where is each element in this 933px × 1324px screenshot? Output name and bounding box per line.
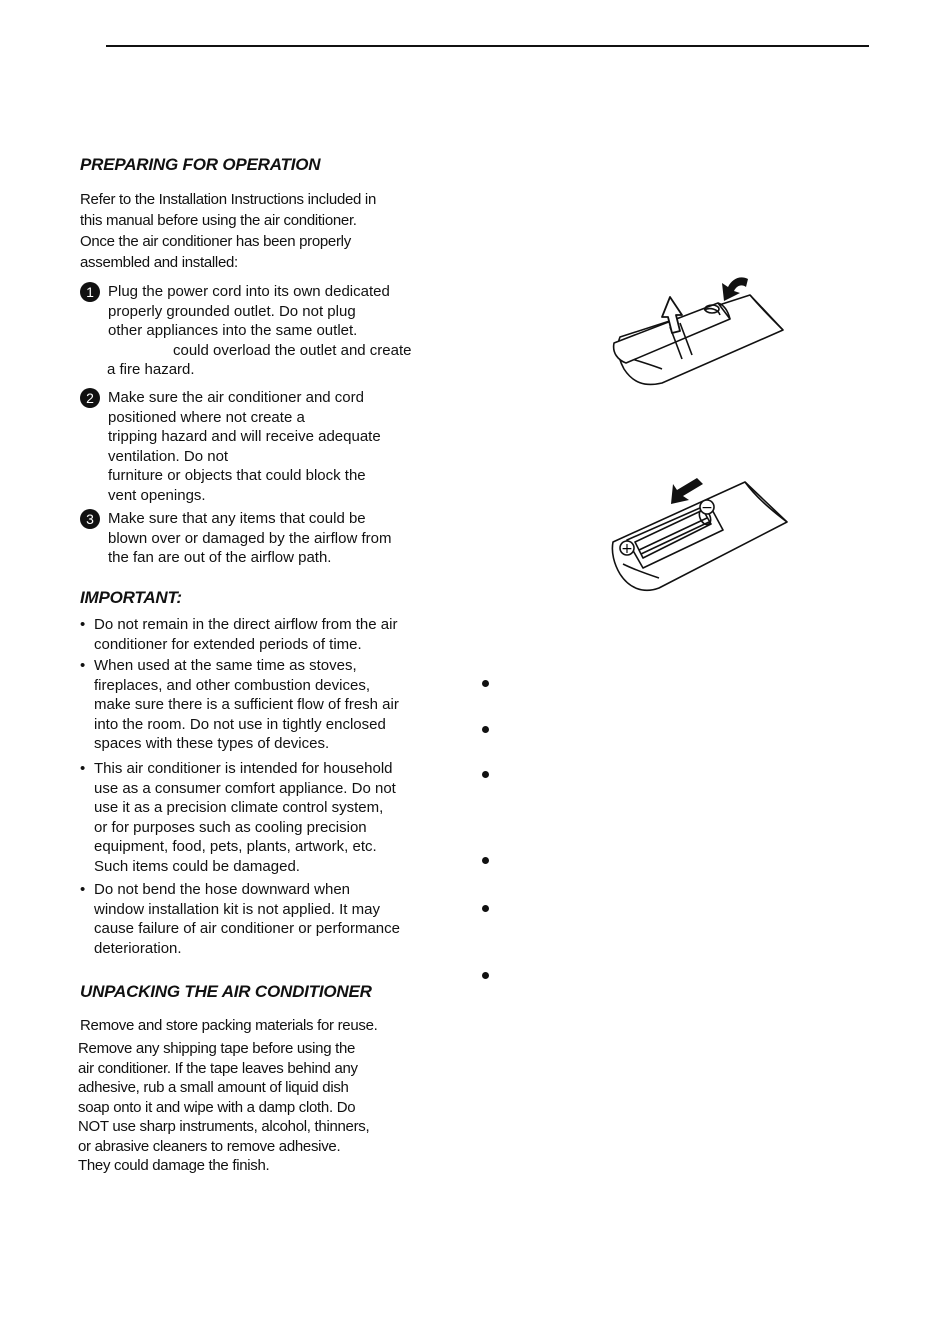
remote-battery-cover-illustration-icon <box>600 265 790 390</box>
header-rule <box>106 45 869 47</box>
important-bullet-3: • This air conditioner is intended for household use as a consumer comfort appliance. Do not use it as a precision climate control system, or for purposes such as cooling precision equipment, food, pets, plants, artwork, etc. Such items could be damaged. <box>80 760 396 875</box>
preparing-heading: PREPARING FOR OPERATION <box>80 155 321 174</box>
right-column-bullet <box>482 857 489 864</box>
unpacking-heading: UNPACKING THE AIR CONDITIONER <box>80 982 372 1001</box>
remote-battery-insert-illustration-icon <box>605 470 795 600</box>
minus-terminal-label: − <box>701 500 713 516</box>
important-heading: IMPORTANT: <box>80 588 182 607</box>
right-column-bullet <box>482 726 489 733</box>
right-column-bullet <box>482 771 489 778</box>
important-bullet-2: • When used at the same time as stoves, fireplaces, and other combustion devices, make sure there is a sufficient flow of fresh air into the room. Do not use in tightly enclosed spaces with these types of devices. <box>80 657 399 752</box>
preparing-intro: Refer to the Installation Instructions included in this manual before using the air conditioner. Once the air conditioner has been properly assembled and installed: <box>80 191 377 271</box>
right-column-bullet <box>482 680 489 687</box>
important-bullet-1: • Do not remain in the direct airflow from the air conditioner for extended periods of time. <box>80 616 398 653</box>
step-number-badge: 1 <box>80 282 100 302</box>
unpacking-para-2: Remove any shipping tape before using the air conditioner. If the tape leaves behind any adhesive, rub a small amount of liquid dish soap onto it and wipe with a damp cloth. Do NOT use sharp instruments, alcohol, thinners, or abrasive cleaners to remove adhesive. They could damage the finish. <box>78 1040 370 1174</box>
step-2: 2 Make sure the air conditioner and cord positioned where not create a tripping hazard and will receive adequate ventilation. Do not furniture or objects that could block the vent openings. <box>80 388 460 505</box>
right-column-bullet <box>482 972 489 979</box>
step-number-badge: 3 <box>80 509 100 529</box>
unpacking-para-1: Remove and store packing materials for reuse. <box>80 1017 378 1034</box>
step-number-badge: 2 <box>80 388 100 408</box>
right-column-bullet <box>482 905 489 912</box>
plus-terminal-label: + <box>621 541 633 557</box>
important-bullet-4: • Do not bend the hose downward when window installation kit is not applied. It may cause failure of air conditioner or performance deterioration. <box>80 881 400 957</box>
step-3: 3 Make sure that any items that could be blown over or damaged by the airflow from the fan are out of the airflow path. <box>80 509 460 568</box>
step-1: 1 Plug the power cord into its own dedicated properly grounded outlet. Do not plug other appliances into the same outlet. could overload the outlet and create a fire hazard. <box>80 282 460 380</box>
